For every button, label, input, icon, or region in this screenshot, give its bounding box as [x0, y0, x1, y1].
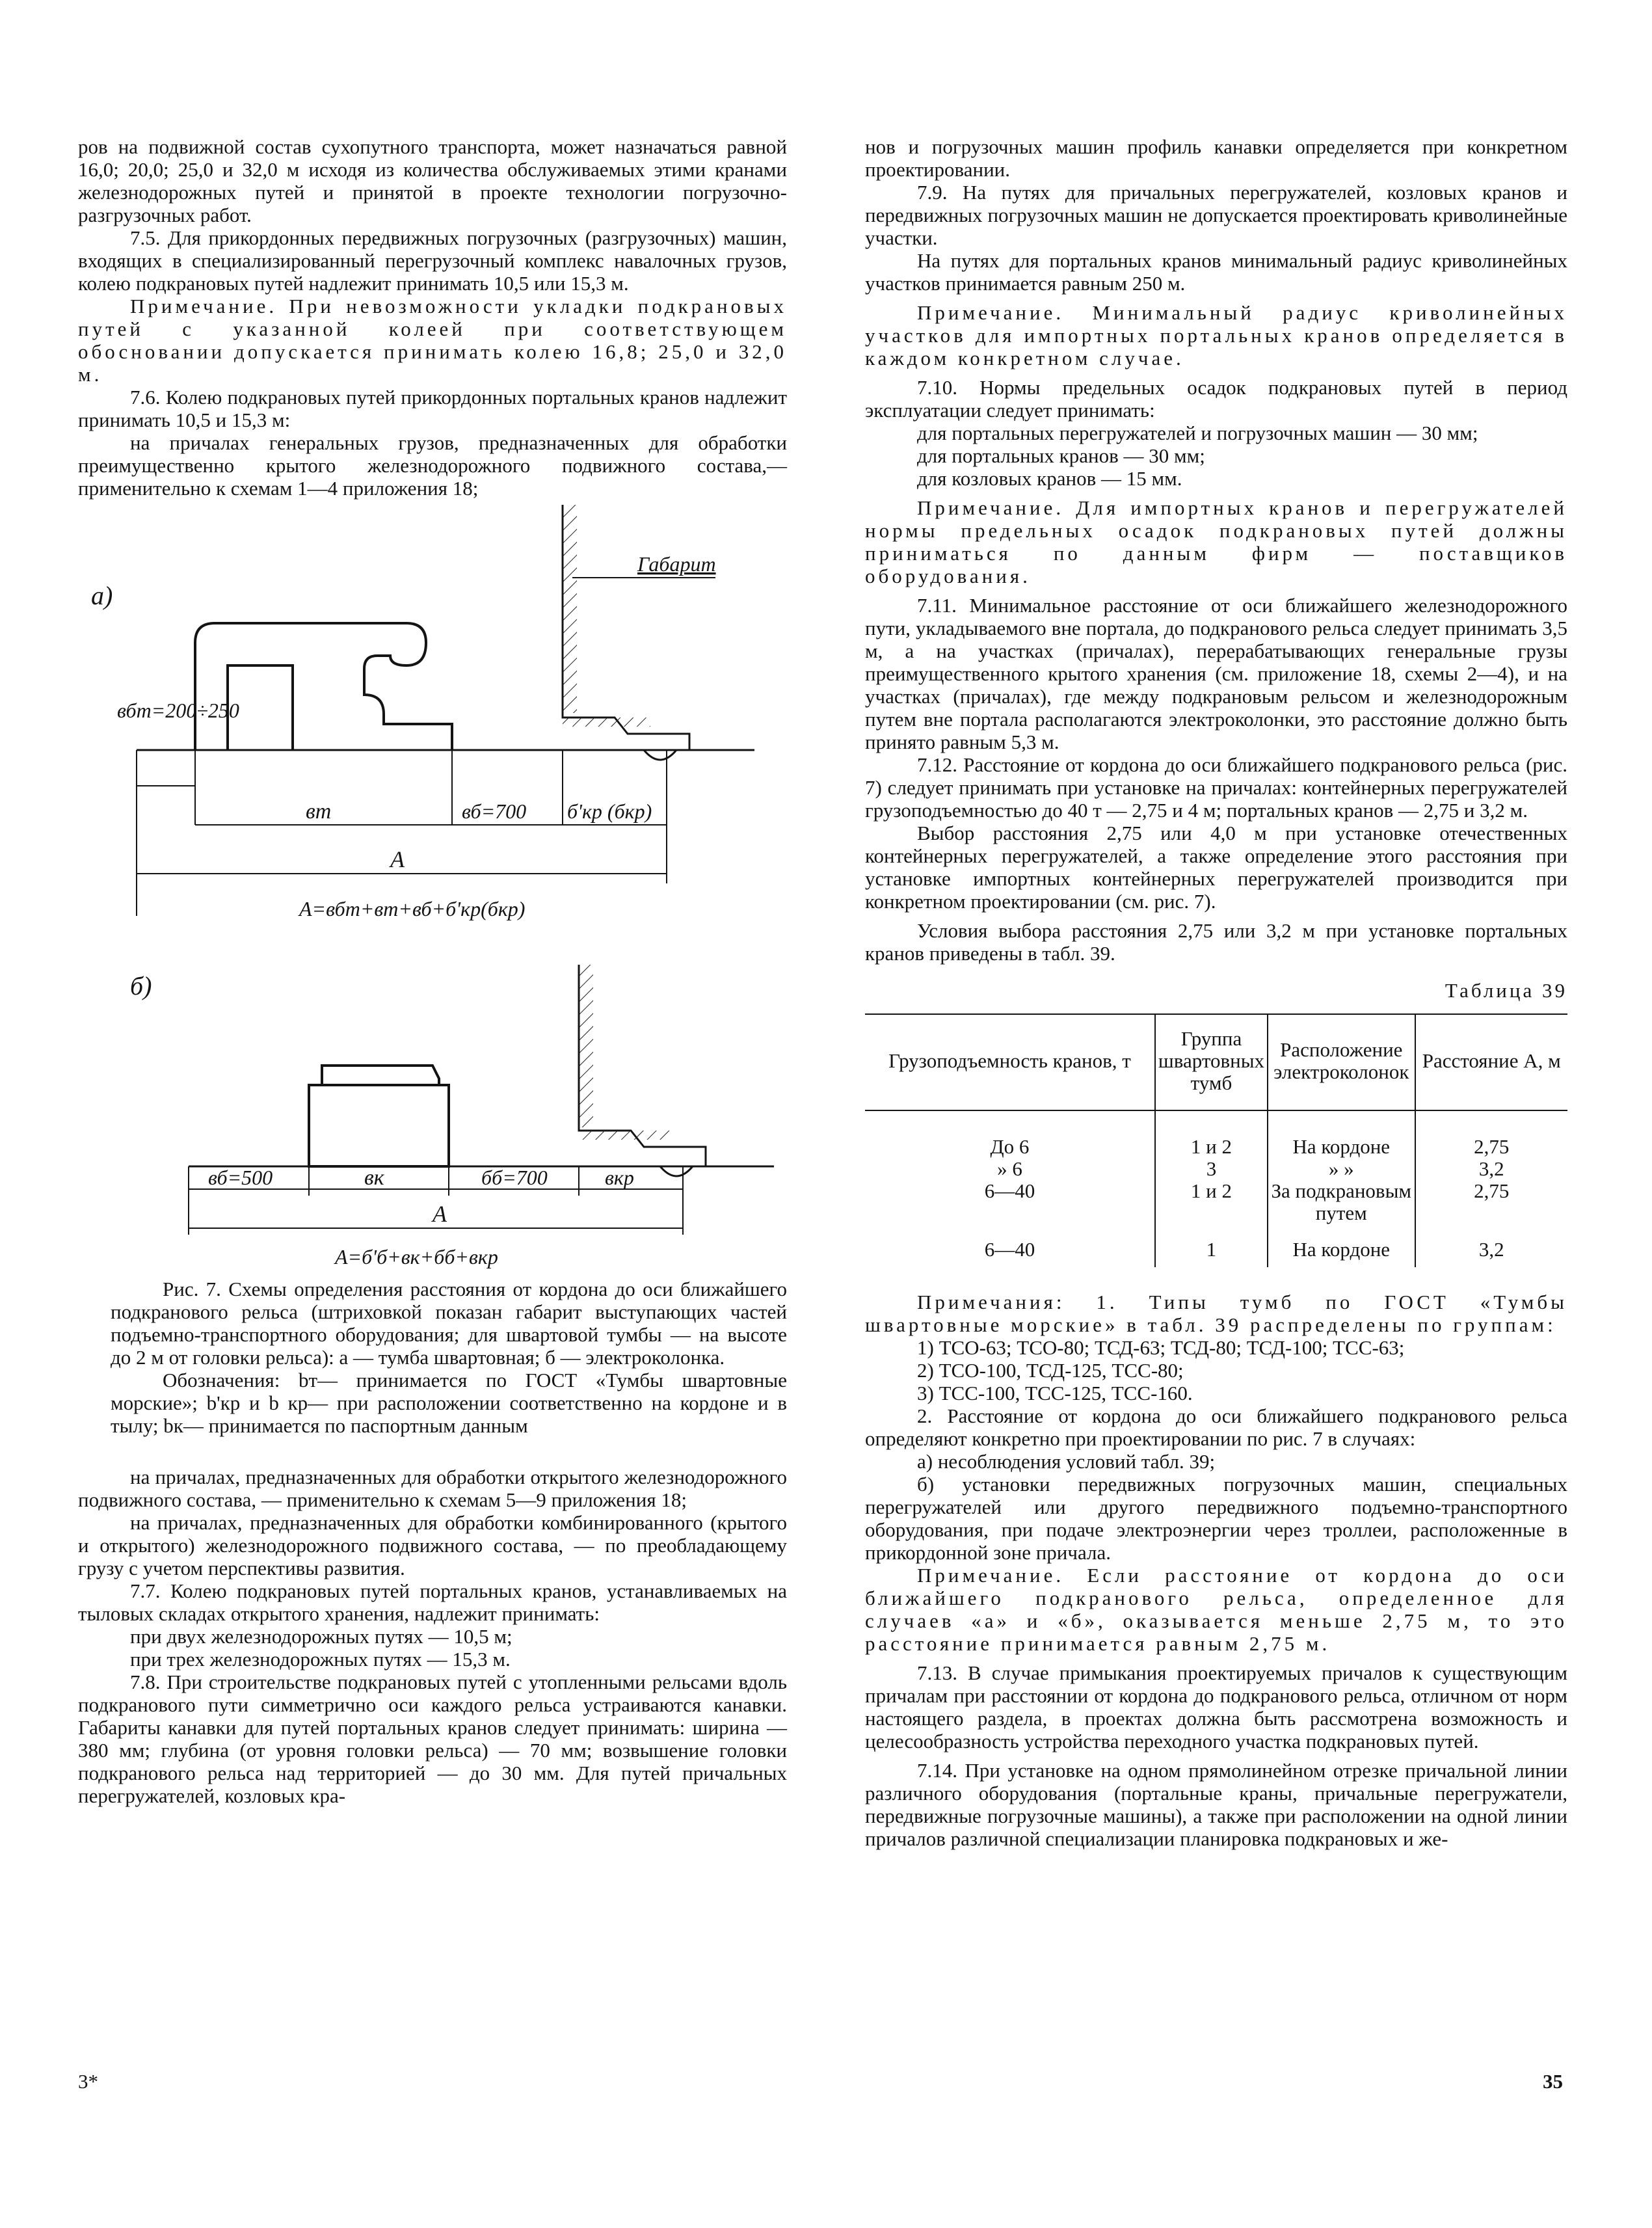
left-bottom-text	[78, 1466, 787, 1807]
note-list-item: 1) ТСО-63; ТСО-80; ТСД-63; ТСД-80; ТСД-100; ТСС-63;	[917, 1336, 1405, 1359]
dim-label: вт	[306, 799, 332, 824]
table-cell: 1	[1155, 1224, 1268, 1267]
note-paragraph: Примечание. Если расстояние от кордона до оси ближайшего подкранового рельса, определенное для случаев «а» и «б», оказывается меньше 2,75 м, то это расстояние принимается равным 2,75 м.	[865, 1564, 1567, 1655]
table-row	[865, 1110, 1567, 1224]
paragraph: для козловых кранов — 15 мм.	[917, 467, 1182, 490]
paragraph: нов и погрузочных машин профиль канавки определяется при конкретном проектировании.	[865, 135, 1567, 181]
paragraph: для портальных кранов — 30 мм;	[917, 444, 1205, 467]
note-list-item: 2) ТСО-100, ТСД-125, ТСС-80;	[917, 1359, 1184, 1382]
figure-b-drawing	[78, 961, 787, 1280]
paragraph: на причалах, предназначенных для обработки комбинированного (крытого и открытого) железнодорожного подвижного состава, — по преобладающему грузу с учетом перспективы развития.	[78, 1511, 787, 1579]
note-paragraph: 2. Расстояние от кордона до оси ближайшего подкранового рельса определяют конкретно при проектировании по рис. 7 в случаях:	[865, 1404, 1567, 1450]
dim-label: вк	[364, 1166, 384, 1190]
note-paragraph: Примечание. Минимальный радиус криволинейных участков для импортных портальных кранов определяется в каждом конкретном случае.	[865, 301, 1567, 369]
table-header: Группа швартовных тумб	[1155, 1014, 1268, 1110]
page-mark: 3*	[78, 2070, 98, 2093]
right-column	[865, 135, 1567, 1850]
figure-caption	[78, 1278, 787, 1437]
dim-label: А	[390, 846, 405, 872]
paragraph: Условия выбора расстояния 2,75 или 3,2 м при установке портальных кранов приведены в табл. 39.	[865, 919, 1567, 965]
table-header: Расположение электроколонок	[1268, 1014, 1415, 1110]
formula: А=б'б+вк+бб+вкр	[335, 1245, 498, 1268]
dim-label: вбт=200÷250	[117, 699, 239, 722]
paragraph: На путях для портальных кранов минимальный радиус криволинейных участков принимается равным 250 м.	[865, 249, 1567, 295]
table-cell: 3,2	[1415, 1224, 1568, 1267]
paragraph-7-8: 7.8. При строительстве подкрановых путей с утопленными рельсами вдоль подкранового пути симметрично оси каждого рельса устраиваются канавки. Габариты канавки для путей портальных кранов следует принимать: ширина — 380 мм; глубина (от уровня головки рельса) — 70 мм; возвышение головки подкранового рельса над территорией — до 30 мм. Для путей причальных перегружателей, козловых кра-	[78, 1671, 787, 1807]
figure-b-label: б)	[130, 971, 152, 1000]
figure-a	[78, 500, 787, 948]
note-paragraph: Примечания: 1. Типы тумб по ГОСТ «Тумбы швартовные морские» в табл. 39 распределены по группам:	[865, 1291, 1567, 1336]
paragraph: для портальных перегружателей и погрузочных машин — 30 мм;	[917, 422, 1478, 444]
dim-label: вкр	[605, 1166, 634, 1189]
table-cell: 1 и 2 3 1 и 2	[1155, 1110, 1268, 1224]
figure-b	[78, 961, 787, 1280]
paragraph-7-6: 7.6. Колею подкрановых путей прикордонных портальных кранов надлежит принимать 10,5 и 15,3 м:	[78, 386, 787, 431]
note-paragraph: Примечание. При невозможности укладки подкрановых путей с указанной колеей при соответствующем обосновании допускается принимать колею 16,8; 25,0 и 32,0 м.	[78, 295, 787, 386]
table-row	[865, 1224, 1567, 1267]
table-cell: До 6 » 6 6—40	[984, 1135, 1035, 1202]
figure-a-label: а)	[91, 581, 113, 610]
table-header: Расстояние А, м	[1415, 1014, 1568, 1110]
electrocolumn	[309, 1085, 449, 1166]
paragraph-7-10: 7.10. Нормы предельных осадок подкрановых путей в период эксплуатации следует принимать:	[865, 376, 1567, 422]
paragraph-7-11: 7.11. Минимальное расстояние от оси ближайшего железнодорожного пути, укладываемого вне портала, до подкранового рельса следует принимать 3,5 м, а на участках (причалах), перерабатывающих генеральные грузы преимущественного крытого хранения (см. приложение 18, схемы 2—4), и на участках (причалах), где между подкрановым рельсом и железнодорожным путем вне портала располагаются электроколонки, это расстояние должно быть принято равным 5,3 м.	[865, 594, 1567, 753]
table-header: Грузоподъемность кранов, т	[865, 1014, 1155, 1110]
paragraph-7-7: 7.7. Колею подкрановых путей портальных кранов, устанавливаемых на тыловых складах открытого хранения, надлежит принимать:	[78, 1579, 787, 1625]
table-cell: На кордоне » » За подкрановым путем	[1268, 1110, 1415, 1224]
dim-label: бб=700	[481, 1166, 548, 1189]
note-list-item: а) несоблюдения условий табл. 39;	[917, 1450, 1216, 1473]
note-list-item: 3) ТСС-100, ТСС-125, ТСС-160.	[917, 1382, 1193, 1404]
table-cell: На кордоне	[1268, 1224, 1415, 1267]
dim-label: вб=700	[462, 799, 527, 823]
note-list-item: б) установки передвижных погрузочных машин, специальных перегружателей или другого передвижного подъемно-транспортного оборудования, при подаче электроэнергии через троллеи, расположенные в прикордонной зоне причала.	[865, 1473, 1567, 1564]
designations-text: Обозначения: bт— принимается по ГОСТ «Тумбы швартовные морские»; b'кр и b кр— при расположении соответственно на кордоне и в тылу; bк— принимается по паспортным данным	[111, 1369, 787, 1437]
notes	[865, 1291, 1567, 1850]
table-title: Таблица 39	[1445, 979, 1567, 1002]
figure-a-drawing	[78, 500, 787, 948]
paragraph-7-12: 7.12. Расстояние от кордона до оси ближайшего подкранового рельса (рис. 7) следует принимать при установке на причалах: контейнерных перегружателей грузоподъемностью до 40 т — 2,75 и 4 м; портальных кранов — 2,75 и 3,2 м.	[865, 753, 1567, 822]
note-paragraph: Примечание. Для импортных кранов и перегружателей нормы предельных осадок подкрановых путей должны приниматься по данным фирм — поставщиков оборудования.	[865, 496, 1567, 587]
gabarit-hatch	[563, 718, 650, 727]
bollard-outline	[195, 623, 452, 750]
paragraph-7-13: 7.13. В случае примыкания проектируемых причалов к существующим причалам при расстоянии от кордона до подкранового рельса, отличном от норм настоящего раздела, в проектах должна быть рассмотрена возможность и целесообразность устройства переходного участка подкрановых путей.	[865, 1661, 1567, 1752]
table-cell: 2,75 3,2 2,75	[1415, 1110, 1568, 1224]
dim-label: б'кр (бкр)	[567, 799, 652, 823]
paragraph-7-9: 7.9. На путях для причальных перегружателей, козловых кранов и передвижных погрузочных машин не допускается проектировать криволинейные участки.	[865, 181, 1567, 249]
left-column	[78, 135, 787, 1807]
paragraph: при двух железнодорожных путях — 10,5 м;	[130, 1625, 513, 1648]
paragraph: Выбор расстояния 2,75 или 4,0 м при установке отечественных контейнерных перегружателей, а также определение этого расстояния при установке импортных контейнерных перегружателей производится при конкретном проектировании (см. рис. 7).	[865, 822, 1567, 913]
crane-rail	[670, 1147, 706, 1166]
paragraph: при трех железнодорожных путях — 15,3 м.	[130, 1648, 511, 1671]
dim-label: вб=500	[208, 1166, 273, 1189]
page-number: 35	[1543, 2070, 1563, 2093]
paragraph-7-14: 7.14. При установке на одном прямолинейном отрезке причальной линии различного оборудования (портальные краны, причальные перегружатели, передвижные погрузочные машины), а также при расположении на одной линии причалов различной специализации планировка подкрановых и же-	[865, 1759, 1567, 1850]
paragraph: на причалах, предназначенных для обработки открытого железнодорожного подвижного состава, — применительно к схемам 5—9 приложения 18;	[78, 1466, 787, 1511]
table-39	[865, 1013, 1567, 1267]
paragraph: ров на подвижной состав сухопутного транспорта, может назначаться равной 16,0; 20,0; 25,0 и 32,0 м исходя из количества обслуживаемых этими кранами железнодорожных путей и принятой в проекте технологии погрузочно-разгрузочных работ.	[78, 135, 787, 226]
crane-rail	[650, 734, 689, 750]
caption-text: Рис. 7. Схемы определения расстояния от кордона до оси ближайшего подкранового рельса (штриховкой показан габарит выступающих частей подъемно-транспортного оборудования; для швартовой тумбы — на высоте до 2 м от головки рельса): а — тумба швартовная; б — электроколонка.	[111, 1278, 787, 1369]
dim-label: А	[433, 1201, 447, 1227]
table-cell: 6—40	[984, 1238, 1035, 1261]
paragraph: на причалах генеральных грузов, предназначенных для обработки преимущественно крытого железнодорожного подвижного состава,— применительно к схемам 1—4 приложения 18;	[78, 431, 787, 500]
gabarit-label: Габарит	[637, 552, 716, 576]
paragraph-7-5: 7.5. Для прикордонных передвижных погрузочных (разгрузочных) машин, входящих в специализированный перегрузочный комплекс навалочных грузов, колею подкрановых путей надлежит принимать 10,5 или 15,3 м.	[78, 226, 787, 295]
formula: А=вбт+вт+вб+б'кр(бкр)	[299, 897, 526, 920]
gabarit-hatch	[563, 505, 577, 713]
